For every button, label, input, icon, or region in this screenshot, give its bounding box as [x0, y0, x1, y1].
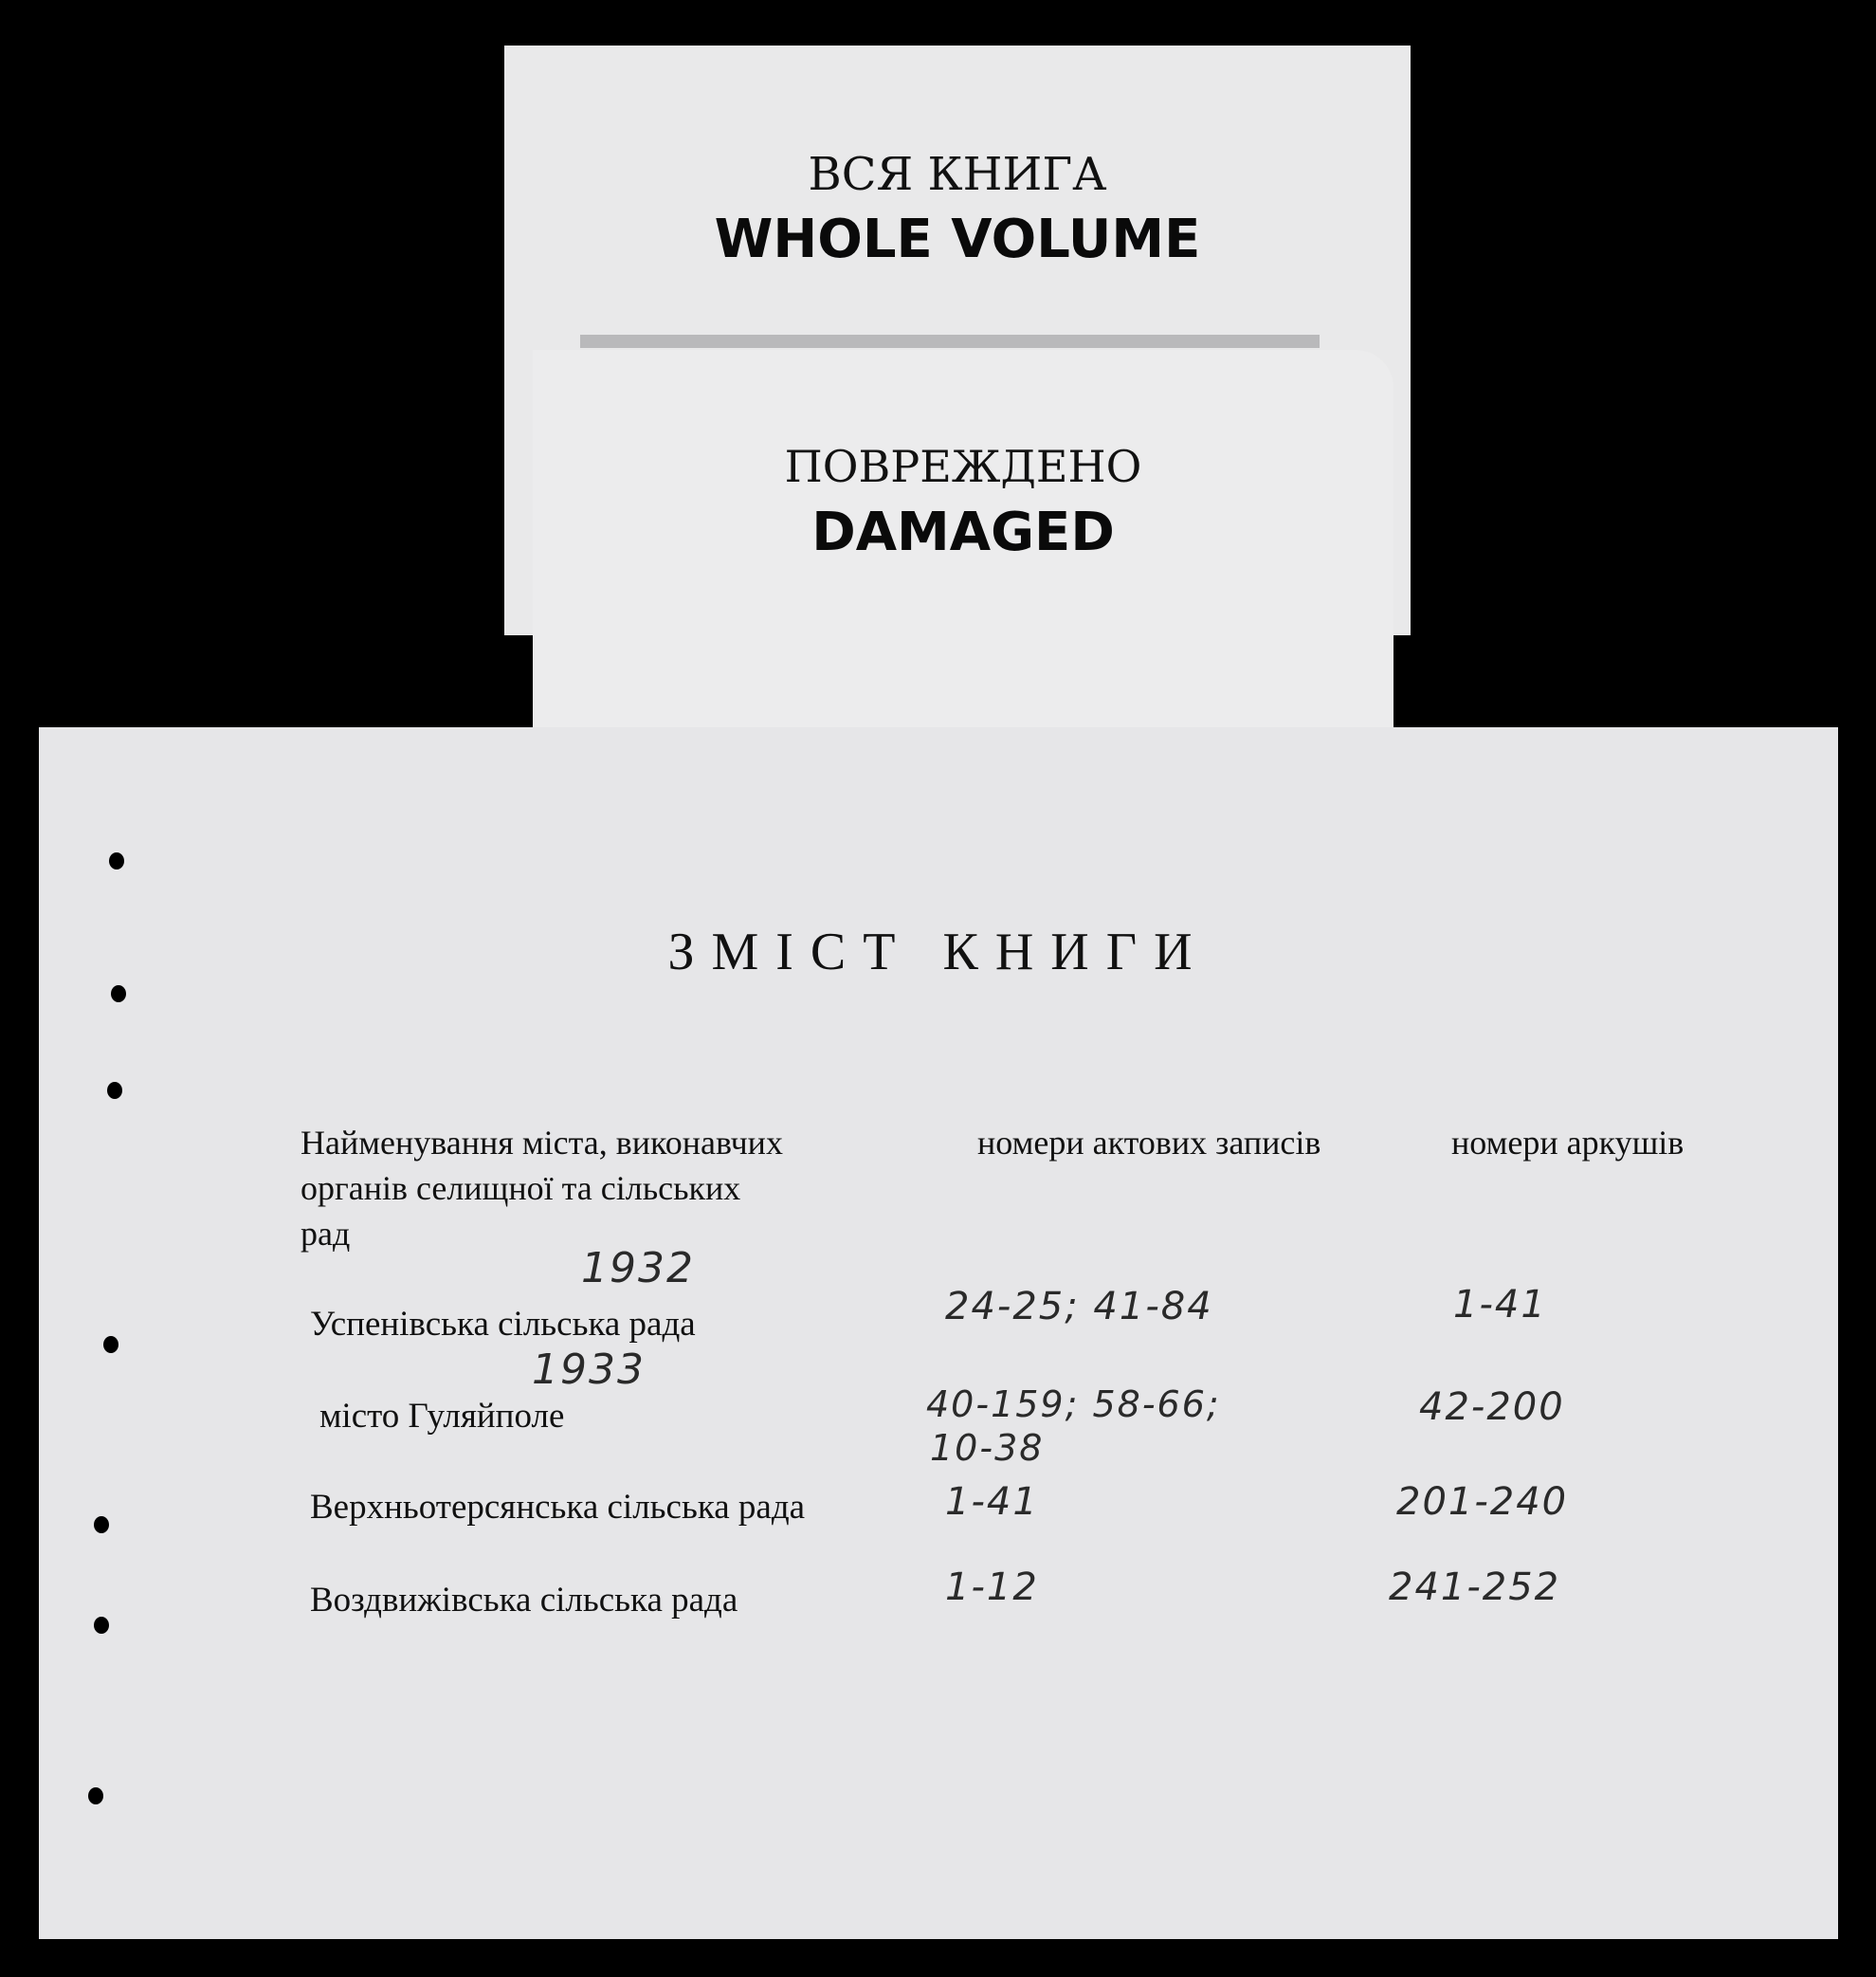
binding-hole [94, 1617, 109, 1634]
header-name-line: рад [301, 1215, 351, 1253]
year-note: 1932 [581, 1244, 695, 1292]
row-sheets: 241-252 [1389, 1565, 1561, 1609]
header-name [301, 1120, 783, 1256]
whole-volume-en: WHOLE VOLUME [714, 209, 1201, 270]
damaged-en: DAMAGED [811, 502, 1115, 563]
row-name: Успенівська сільська рада [310, 1305, 696, 1344]
year-note: 1933 [532, 1345, 646, 1394]
row-name: Воздвижівська сільська рада [310, 1581, 738, 1620]
binding-hole [107, 1082, 122, 1099]
damaged-tag [533, 350, 1393, 739]
whole-volume-ua: ВСЯ КНИГА [808, 148, 1107, 201]
row-records-line: 10-38 [930, 1427, 1045, 1469]
row-records: 1-41 [945, 1480, 1039, 1524]
damaged-ua: ПОВРЕЖДЕНО [784, 441, 1142, 492]
binding-hole [94, 1516, 109, 1533]
binding-hole [111, 985, 126, 1002]
binding-hole [103, 1336, 118, 1353]
binding-hole [88, 1787, 103, 1804]
header-records: номери актових записів [977, 1124, 1321, 1162]
row-records: 1-12 [945, 1565, 1039, 1609]
card-shadow-strip [580, 335, 1320, 348]
header-name-line: органів селищної та сільських [301, 1169, 741, 1207]
table-of-contents-page [39, 727, 1838, 1939]
row-name: Верхньотерсянська сільська рада [310, 1488, 806, 1527]
row-name: місто Гуляйполе [319, 1397, 565, 1436]
header-name-line: Найменування міста, виконавчих [301, 1124, 783, 1162]
row-sheets: 42-200 [1419, 1385, 1565, 1429]
row-records-line: 40-159; 58-66; [926, 1383, 1221, 1425]
row-sheets: 1-41 [1453, 1283, 1547, 1327]
row-sheets: 201-240 [1396, 1480, 1569, 1524]
page-title: ЗМІСТ КНИГИ [667, 923, 1210, 981]
binding-hole [109, 852, 124, 870]
row-records: 24-25; 41-84 [945, 1285, 1213, 1328]
header-sheets: номери аркушів [1451, 1124, 1685, 1162]
